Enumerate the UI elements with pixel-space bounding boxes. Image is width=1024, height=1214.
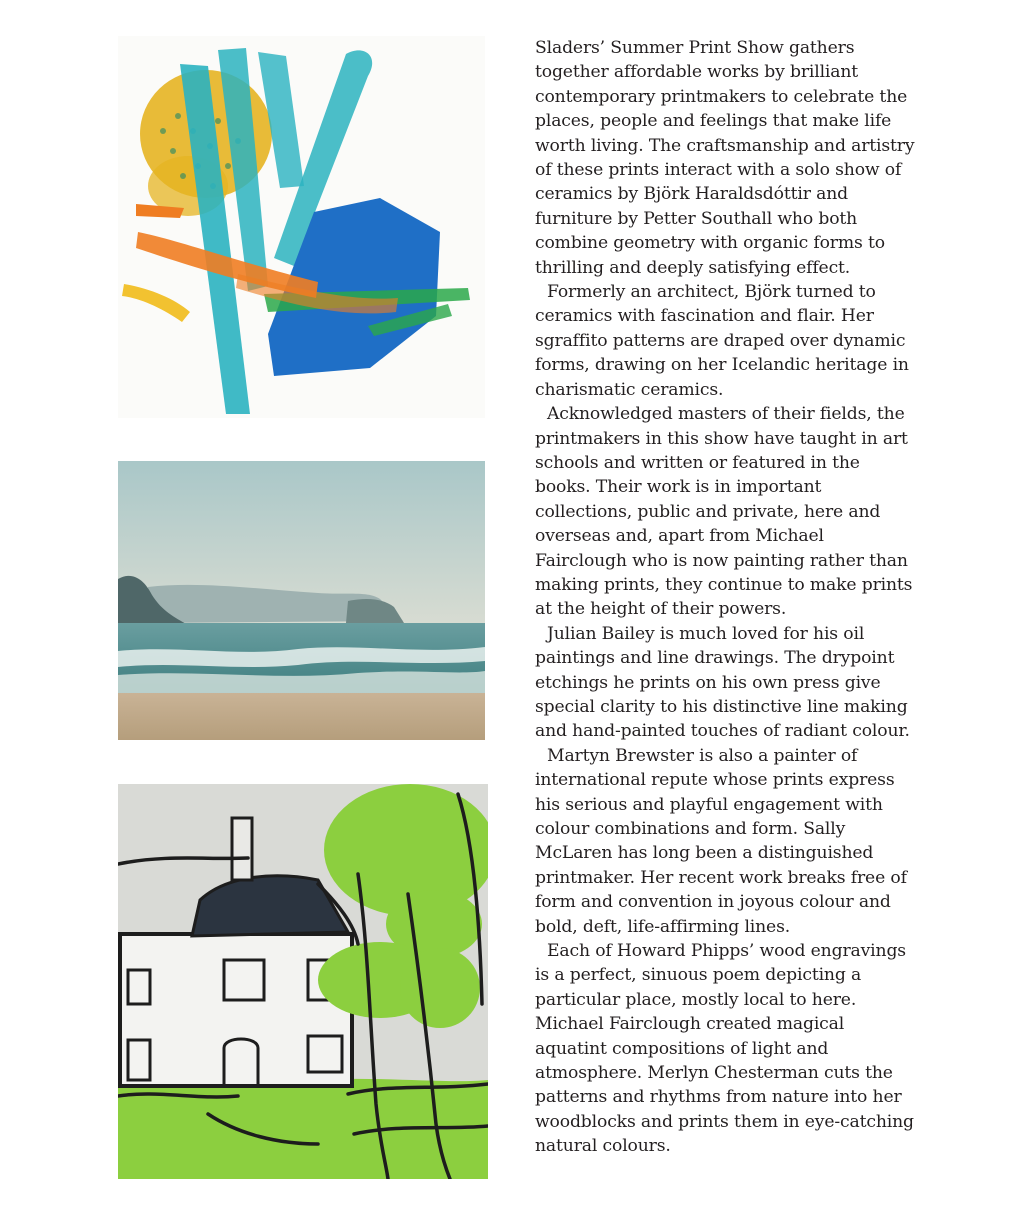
paragraph-printmakers: Acknowledged masters of their fields, the printmakers in this show have taught in art schools and written or featured in the books. Their work is in important collections, public and private, here and overseas and, apart from Michael Fairclough who is now painting rather than making prints, they continue to make prints at the height of their powers. — [535, 404, 913, 620]
paragraph-julian-bailey: Julian Bailey is much loved for his oil paintings and line drawings. The drypoint etchings he prints on his own press give special clarity to his distinctive line making and hand-painted touches of radiant colour. — [535, 623, 910, 742]
paragraph-intro: Sladers’ Summer Print Show gathers together affordable works by brilliant contemporary printmakers to celebrate the places, people and feelings that make life worth living. The craftsmanship and artistry of these prints interact with a solo show of ceramics by Björk Haraldsdóttir and furniture by Petter Southall who both combine geometry with organic forms to thrilling and deeply satisfying effect. — [535, 38, 915, 278]
paragraph-bjork: Formerly an architect, Björk turned to ceramics with fascination and flair. Her sgraffito patterns are draped over dynamic forms, drawing on her Icelandic heritage in charismatic ceramics. — [535, 282, 909, 400]
paragraph-martyn-brewster: Martyn Brewster is also a painter of international repute whose prints express his serious and playful engagement with colour combinations and form. Sally McLaren has long been a distinguished printmaker. Her recent work breaks free of form and convention in joyous colour and bold, deft, life-affirming lines. — [535, 745, 907, 937]
seascape-print-image — [118, 461, 485, 740]
abstract-floral-print-image — [118, 36, 485, 418]
article-text — [535, 36, 915, 1159]
house-and-trees-print-image — [118, 784, 488, 1179]
paragraph-howard-phipps: Each of Howard Phipps’ wood engravings is a perfect, sinuous poem depicting a particular place, mostly local to here. Michael Fairclough created magical aquatint compositions of light and atmosphere. Merlyn Chesterman cuts the patterns and rhythms from nature into her woodblocks and prints them in eye-catching natural colours. — [535, 941, 914, 1157]
